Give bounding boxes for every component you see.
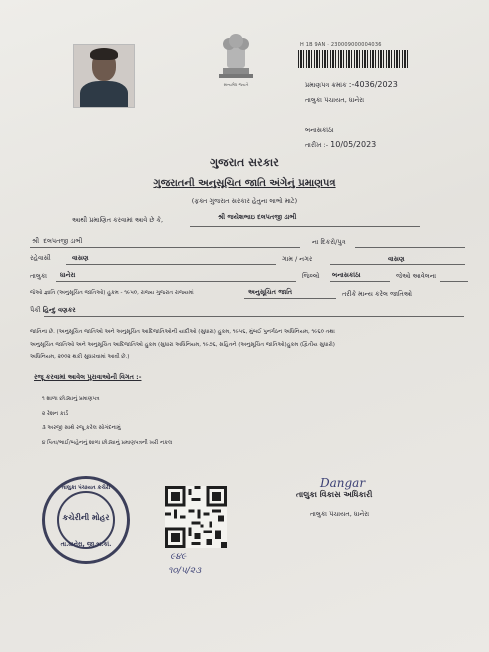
barcode-number: H 1B 9AN · 230009000004036 bbox=[300, 42, 382, 48]
list-item: ૩ અરજી સાથે રજૂ કરેલ સોગંદનામું bbox=[42, 425, 121, 431]
list-item: ૪ પિતા/ભાઈ/બહેનનું શાળા છોડ્યાનું પ્રમાણપત્રની ખરી નકલ bbox=[42, 439, 173, 446]
qr-code bbox=[165, 486, 227, 548]
handwritten-number: ૯૪૯ bbox=[170, 552, 187, 562]
father-name: શ્રી દલપતજી ડાભી bbox=[32, 237, 83, 245]
emblem-caption: સત્યમેવ જયતે bbox=[223, 82, 249, 87]
official-seal: તાલુકા પંચાયત કચેરી કચેરીની મોહર તા.ધાનેરા, જી.બ.કાં. bbox=[42, 476, 130, 564]
caste-line-start: જેઓ જ્ઞાતિ (અનુસૂચિત જાતિઓ) હુકમ - ૧૯૫૦, રાજ્ય ગુજરાત રાજ્યમાં bbox=[30, 290, 194, 296]
taluka-value: ધાનેરા bbox=[60, 271, 76, 279]
certificate-number: પ્રમાણપત્ર ક્રમાંક :-4036/2023 bbox=[305, 80, 398, 89]
village-value: વાસણ bbox=[388, 255, 405, 263]
state-emblem-icon bbox=[215, 32, 257, 84]
applicant-photo bbox=[73, 44, 135, 108]
village-label: ગામ / નગર bbox=[282, 255, 313, 263]
caste-line-end: તરીકે માન્ય કરેલ જાતિઓ bbox=[342, 290, 413, 298]
district-value: બનાસકાંઠા bbox=[332, 271, 361, 279]
certificate-date: તારીખ :- 10/05/2023 bbox=[305, 140, 377, 149]
government-heading: ગુજરાત સરકાર bbox=[210, 156, 279, 169]
signatory-title: તાલુકા વિકાસ અધિકારી bbox=[296, 490, 373, 499]
resident-label: રહેવાસી bbox=[30, 254, 51, 262]
certificate-subtitle: (ફક્ત ગુજરાત સરકાર હેતુના લાભો માટે) bbox=[191, 197, 298, 205]
list-item: ૨ રેશન કાર્ડ bbox=[42, 410, 69, 417]
relation-label: ના દિકરો/પુત્ર bbox=[312, 238, 346, 246]
documents-list bbox=[42, 392, 172, 450]
barcode bbox=[298, 50, 408, 68]
documents-title: રજૂ કરવામાં આવેલ પુરાવાઓની વિગત :- bbox=[34, 373, 142, 381]
taluka-label: તાલુકા bbox=[30, 272, 47, 280]
legal-text: જાતિના છે. (અનુસૂચિત જાતિઓ અને અનુસૂચિત આદિજાતિઓની યાદીઓ (સુધારા) હુકમ, ૧૯૫૬, મુંબઈ પુનર્ગઠન અધિનિયમ, ૧૯૬૦ તથા અનુસૂચિત જાતિઓ અને અનુસૂચિત આદિજાતિઓ હુકમ (સુધારા અધિનિયમ, ૧૯૭૬, સહિતને (અનુસૂચિત જાતિઓ)હુકમ (દ્વિતીય સુધારો) અધિનિયમ, ૨૦૦૨ થકી સુધારવામાં આવી છે.) bbox=[30, 329, 335, 360]
district-label: જિલ્લો bbox=[302, 272, 320, 280]
handwritten-date: ૧૦/૫/૨૩ bbox=[168, 566, 202, 576]
signature-scribble: Dangar bbox=[320, 476, 366, 490]
place-label: બનાસકાંઠા bbox=[305, 126, 334, 134]
certificate-title: ગુજરાતની અનુસૂચિત જાતિ અંગેનું પ્રમાણપત્ર bbox=[153, 178, 336, 189]
caste-category: અનુસૂચિત જાતિ bbox=[248, 288, 293, 296]
caste-name: પૈકી હિન્દુ વણકર bbox=[30, 306, 76, 314]
certify-label: આથી પ્રમાણિત કરવામાં આવે છે કે, bbox=[72, 216, 164, 224]
state-label: જેઓ આવેલના bbox=[396, 272, 437, 280]
list-item: ૧ શાળા છોડ્યાનું પ્રમાણપત્ર bbox=[42, 396, 100, 402]
applicant-name: શ્રી જયેશભાઇ દલપતજી ડાભી bbox=[218, 213, 297, 221]
signatory-office: તાલુકા પંચાયત, ધાનેરા bbox=[310, 510, 370, 518]
resident-value: વાસણ bbox=[72, 254, 89, 262]
issuing-office: તાલુકા પંચાયત, ધાનેરા bbox=[305, 96, 365, 104]
